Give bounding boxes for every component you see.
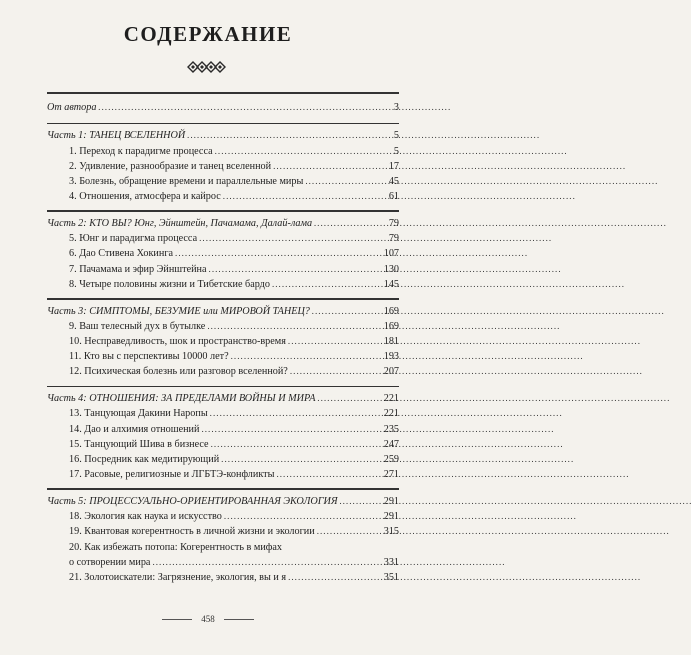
dot-leader xyxy=(272,277,382,292)
entry-label: 3. Болезнь, обращение времени и параллельные миры xyxy=(69,176,304,187)
toc-chapter-entry[interactable] xyxy=(47,334,399,349)
entry-page: 79 xyxy=(388,218,399,229)
dot-leader xyxy=(314,216,387,231)
entry-page: 169 xyxy=(383,305,399,317)
entry-label: Часть 3: СИМПТОМЫ, БЕЗУМИЕ или МИРОВОЙ ТАНЕЦ? xyxy=(47,305,310,317)
dot-leader xyxy=(98,100,391,115)
entry-page: 145 xyxy=(383,278,399,290)
entry-page: 79 xyxy=(388,233,399,245)
entry-page: 193 xyxy=(383,351,399,363)
dot-leader xyxy=(305,174,386,189)
toc-part-entry[interactable] xyxy=(47,304,399,319)
footer-line-left xyxy=(162,619,192,620)
toc-chapter-entry[interactable] xyxy=(47,189,399,204)
dot-leader xyxy=(340,494,382,509)
toc-chapter-entry[interactable] xyxy=(47,364,399,379)
dot-leader xyxy=(276,467,381,482)
dot-leader xyxy=(211,437,382,452)
toc-chapter-entry[interactable] xyxy=(47,452,399,467)
dot-leader xyxy=(318,391,382,406)
entry-label: Часть 2: КТО ВЫ? Юнг, Эйнштейн, Пачамама, Далай-лама xyxy=(47,218,313,229)
entry-label: 17. Расовые, религиозные и ЛГБТЭ-конфликты xyxy=(69,469,275,481)
dot-leader xyxy=(223,189,387,204)
entry-page: 130 xyxy=(383,263,399,275)
entry-label: 10. Несправедливость, шок и пространство-время xyxy=(69,336,286,348)
toc-chapter-entry[interactable] xyxy=(47,570,399,585)
entry-page: 45 xyxy=(388,176,399,187)
divider xyxy=(47,488,399,490)
dot-leader xyxy=(312,304,382,319)
toc-chapter-entry[interactable] xyxy=(47,144,399,159)
page-footer xyxy=(0,614,416,624)
entry-label: 5. Юнг и парадигма процесса xyxy=(69,233,198,245)
toc-part-entry[interactable] xyxy=(47,494,399,509)
toc-part-entry[interactable] xyxy=(47,216,399,231)
dot-leader xyxy=(187,128,392,143)
footer-line-right xyxy=(224,619,254,620)
dot-leader xyxy=(288,570,382,585)
toc-chapter-entry[interactable] xyxy=(47,262,399,277)
entry-page: 5 xyxy=(393,145,399,157)
entry-label: 1. Переход к парадигме процесса xyxy=(69,145,213,157)
entry-page: 107 xyxy=(383,248,399,260)
entry-page: 17 xyxy=(388,160,399,172)
entry-page: 169 xyxy=(383,320,399,332)
dot-leader xyxy=(224,509,382,524)
dot-leader xyxy=(201,422,381,437)
entry-label: 4. Отношения, атмосфера и кайрос xyxy=(69,191,221,203)
dot-leader xyxy=(152,555,381,570)
dot-leader xyxy=(231,349,382,364)
toc-part-entry[interactable] xyxy=(47,391,399,406)
toc-chapter-entry[interactable] xyxy=(47,231,399,246)
divider xyxy=(47,92,399,94)
entry-label: 21. Золотоискатели: Загрязнение, экология, вы и я xyxy=(69,572,287,584)
dot-leader xyxy=(288,334,382,349)
entry-label: 7. Пачамама и эфир Эйнштейна xyxy=(69,263,207,275)
toc-chapter-entry[interactable] xyxy=(47,319,399,334)
toc-part-entry[interactable] xyxy=(47,128,399,143)
entry-page: 291 xyxy=(383,496,399,508)
toc-chapter-entry[interactable] xyxy=(47,277,399,292)
toc-entry-intro[interactable] xyxy=(47,100,399,115)
toc-section xyxy=(47,210,399,292)
entry-label-line2: о сотворении мира xyxy=(69,556,151,568)
divider xyxy=(47,386,399,388)
dot-leader xyxy=(210,406,382,421)
entry-page: 315 xyxy=(383,526,399,538)
entry-page: 221 xyxy=(383,393,399,405)
divider xyxy=(47,298,399,300)
entry-label: 9. Ваш телесный дух в бутылке xyxy=(69,320,206,332)
diamond-ornament-icon xyxy=(186,60,230,74)
page-title: СОДЕРЖАНИЕ xyxy=(123,22,293,46)
dot-leader xyxy=(199,231,387,246)
entry-page: 291 xyxy=(383,511,399,523)
divider xyxy=(47,123,399,125)
toc-chapter-entry[interactable] xyxy=(47,174,399,189)
entry-page: 235 xyxy=(383,423,399,435)
toc-chapter-entry[interactable] xyxy=(47,540,399,570)
entry-label: От автора xyxy=(47,101,97,113)
entry-line2 xyxy=(69,555,399,570)
dot-leader xyxy=(317,524,382,539)
entry-label: 18. Экология как наука и искусство xyxy=(69,511,222,523)
toc-chapter-entry[interactable] xyxy=(47,406,399,421)
entry-label: 6. Дао Стивена Хокинга xyxy=(69,248,174,260)
entry-label: 19. Квантовая когерентность в личной жизни и экологии xyxy=(69,526,315,538)
entry-page: 5 xyxy=(393,130,399,142)
dot-leader xyxy=(209,262,382,277)
table-of-contents xyxy=(47,92,399,585)
toc-chapter-entry[interactable] xyxy=(47,246,399,261)
entry-page: 259 xyxy=(383,454,399,466)
entry-label-line1: 20. Как избежать потопа: Когерентность в мифах xyxy=(69,541,283,553)
entry-page: 221 xyxy=(383,408,399,420)
toc-chapter-entry[interactable] xyxy=(47,422,399,437)
dot-leader xyxy=(207,319,381,334)
entry-label: 2. Удивление, разнообразие и танец вселенной xyxy=(69,160,272,172)
entry-label: 14. Дао и алхимия отношений xyxy=(69,423,200,435)
entry-label: 16. Посредник как медитирующий xyxy=(69,454,220,466)
dot-leader xyxy=(290,364,382,379)
entry-page: 181 xyxy=(383,336,399,348)
entry-page: 271 xyxy=(383,469,399,481)
page-number: 458 xyxy=(201,614,215,624)
toc-chapter-entry[interactable] xyxy=(47,467,399,482)
entry-label: 8. Четыре половины жизни и Тибетские бардо xyxy=(69,278,270,290)
dot-leader xyxy=(215,144,392,159)
entry-label: Часть 1: ТАНЕЦ ВСЕЛЕННОЙ xyxy=(47,130,186,142)
entry-page: 351 xyxy=(383,572,399,584)
entry-page: 3 xyxy=(393,101,399,113)
toc-chapter-entry[interactable] xyxy=(47,349,399,364)
entry-label: 13. Танцующая Дакини Наропы xyxy=(69,408,208,420)
entry-page: 247 xyxy=(383,438,399,450)
toc-chapter-entry[interactable] xyxy=(47,524,399,539)
entry-label: 12. Психическая болезнь или разговор вселенной? xyxy=(69,366,288,378)
toc-section xyxy=(47,298,399,380)
dot-leader xyxy=(273,159,387,174)
entry-label: Часть 4: ОТНОШЕНИЯ: ЗА ПРЕДЕЛАМИ ВОЙНЫ И МИРА xyxy=(47,393,316,405)
dot-leader xyxy=(221,452,382,467)
dot-leader xyxy=(175,246,382,261)
entry-page: 207 xyxy=(383,366,399,378)
toc-chapter-entry[interactable] xyxy=(47,159,399,174)
entry-page: 331 xyxy=(383,556,399,568)
entry-label: 15. Танцующий Шива в бизнесе xyxy=(69,438,209,450)
entry-label: Часть 5: ПРОЦЕССУАЛЬНО-ОРИЕНТИРОВАННАЯ ЭКОЛОГИЯ xyxy=(47,496,338,508)
toc-section xyxy=(47,488,399,585)
toc-chapter-entry[interactable] xyxy=(47,437,399,452)
toc-section xyxy=(47,123,399,205)
toc-chapter-entry[interactable] xyxy=(47,509,399,524)
divider xyxy=(47,210,399,212)
toc-section xyxy=(47,386,399,483)
entry-page: 61 xyxy=(388,191,399,203)
entry-label: 11. Кто вы с перспективы 10000 лет? xyxy=(69,351,229,363)
